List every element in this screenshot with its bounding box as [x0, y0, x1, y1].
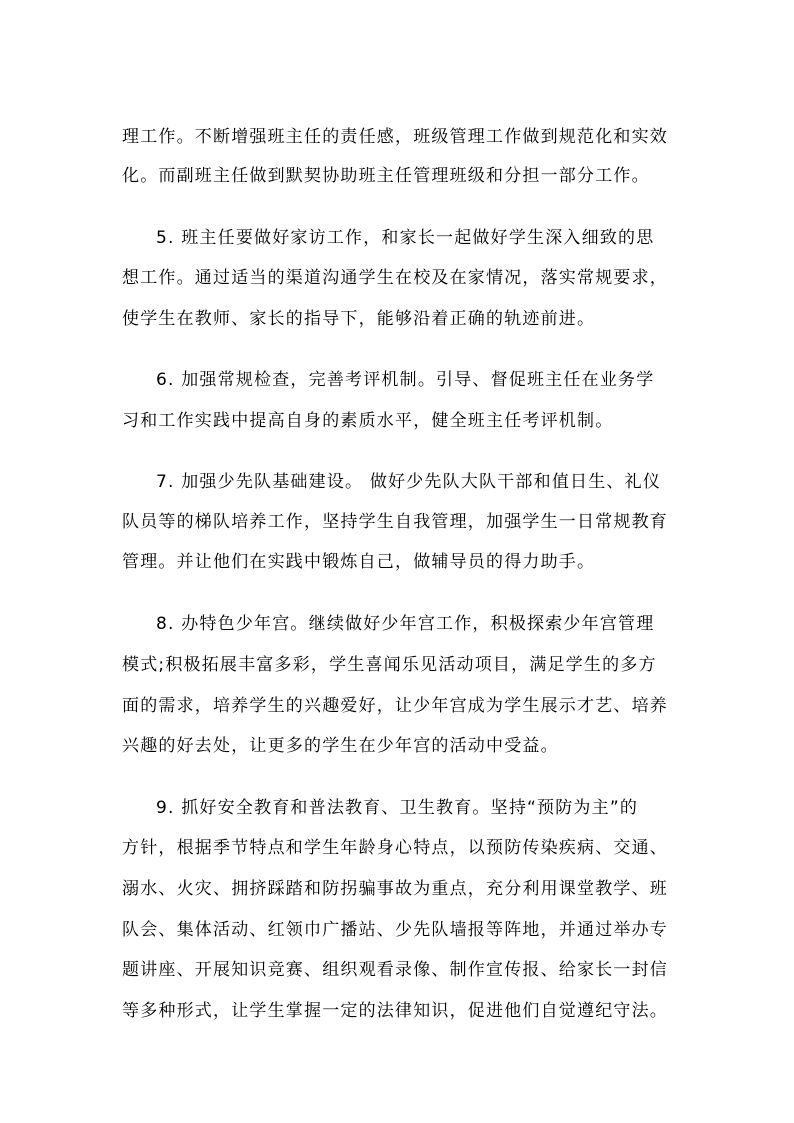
- paragraph-line: 溺水、火灾、拥挤踩踏和防拐骗事故为重点，充分利用课堂教学、班: [122, 879, 668, 899]
- paragraph-line: 队会、集体活动、红领巾广播站、少先队墙报等阵地，并通过举办专: [122, 920, 668, 940]
- paragraph-line: 7. 加强少先队基础建设。 做好少先队大队干部和值日生、礼仪: [156, 472, 662, 492]
- paragraph-line: 9. 抓好安全教育和普法教育、卫生教育。坚持“预防为主”的: [156, 798, 639, 818]
- paragraph-line: 队员等的梯队培养工作，坚持学生自我管理，加强学生一日常规教育: [122, 512, 668, 532]
- paragraph-line: 方针，根据季节特点和学生年龄身心特点，以预防传染疾病、交通、: [122, 838, 668, 858]
- paragraph-line: 化。而副班主任做到默契协助班主任管理班级和分担一部分工作。: [122, 166, 650, 186]
- paragraph-line: 8. 办特色少年宫。继续做好少年宫工作，积极探索少年宫管理: [156, 614, 655, 634]
- paragraph-line: 6. 加强常规检查，完善考评机制。引导、督促班主任在业务学: [156, 370, 655, 390]
- paragraph-line: 模式;积极拓展丰富多彩，学生喜闻乐见活动项目，满足学生的多方: [122, 655, 657, 675]
- paragraph-line: 习和工作实践中提高自身的素质水平，健全班主任考评机制。: [122, 411, 614, 431]
- paragraph-line: 使学生在教师、家长的指导下，能够沿着正确的轨迹前进。: [122, 309, 596, 329]
- paragraph-line: 理工作。不断增强班主任的责任感，班级管理工作做到规范化和实效: [122, 127, 668, 147]
- paragraph-line: 5. 班主任要做好家访工作，和家长一起做好学生深入细致的思: [156, 228, 655, 248]
- paragraph-line: 管理。并让他们在实践中锻炼自己，做辅导员的得力助手。: [122, 552, 596, 572]
- paragraph-line: 题讲座、开展知识竞赛、组织观看录像、制作宣传报、给家长一封信: [122, 960, 668, 980]
- paragraph-line: 兴趣的好去处，让更多的学生在少年宫的活动中受益。: [122, 736, 559, 756]
- paragraph-line: 面的需求，培养学生的兴趣爱好，让少年宫成为学生展示才艺、培养: [122, 696, 668, 716]
- paragraph-line: 等多种形式，让学生掌握一定的法律知识，促进他们自觉遵纪守法。: [122, 1001, 668, 1021]
- paragraph-line: 想工作。通过适当的渠道沟通学生在校及在家情况，落实常规要求，: [122, 268, 668, 288]
